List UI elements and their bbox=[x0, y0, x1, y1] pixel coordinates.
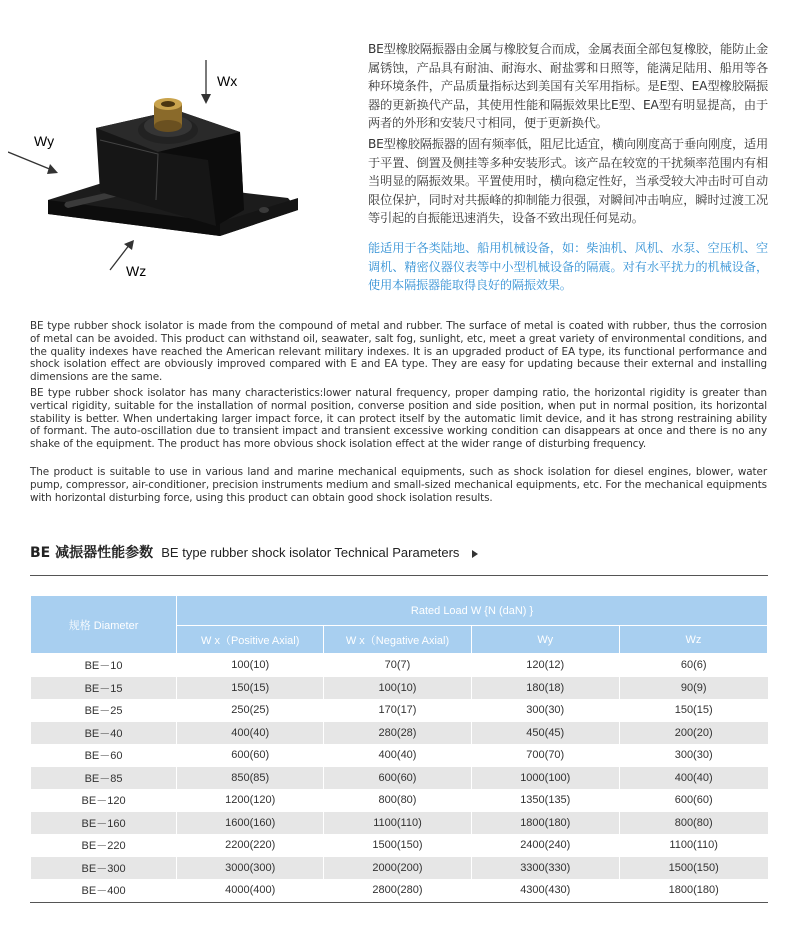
model-cell: BE－220 bbox=[31, 834, 177, 857]
wy-arrow-head bbox=[47, 164, 58, 174]
load-cell: 1800(180) bbox=[619, 879, 767, 902]
rated-load-header: Rated Load W {N (daN) } bbox=[177, 596, 768, 626]
wz-label: Wz bbox=[126, 263, 147, 279]
model-cell: BE－40 bbox=[31, 722, 177, 745]
load-cell: 700(70) bbox=[471, 744, 619, 767]
table-row bbox=[31, 744, 768, 767]
wz-arrow-head bbox=[124, 240, 134, 250]
load-cell: 2800(280) bbox=[324, 879, 471, 902]
load-cell: 120(12) bbox=[471, 654, 619, 677]
en-paragraph-2: BE type rubber shock isolator has many characteristics:lower natural frequency, proper damping ratio, the horizontal rigidity is greater than vertical rigidity, suitable for the installation of normal position, converse position and side position, when put in normal position, its horizontal stability is better. When undertaking larger impact force, it can protect itself by the automatic limit device, and it has strong restraining ability of formant. The auto-oscillation due to transient impact and transient excessive working condition can disappears at once and there is no any shake of the equipment. The product has more obvious shock isolation effect at the wider range of disturbing frequency. bbox=[30, 387, 767, 451]
cn-paragraph-1: BE型橡胶隔振器由金属与橡胶复合而成，金属表面全部包复橡胶，能防止金属锈蚀，产品具有耐油、耐海水、耐盐雾和日照等，能满足陆用、船用等各种环境条件，产品质量指标达到美国有关军用指标。是E型、EA型橡胶隔振器的更新换代产品，其使用性能和隔振效果比E型、EA型有明显提高，由于两者的外形和安装尺寸相同，便于更新换代。 bbox=[368, 42, 768, 130]
load-cell: 4000(400) bbox=[177, 879, 324, 902]
load-cell: 250(25) bbox=[177, 699, 324, 722]
load-cell: 2200(220) bbox=[177, 834, 324, 857]
model-cell: BE－160 bbox=[31, 812, 177, 835]
load-cell: 1350(135) bbox=[471, 789, 619, 812]
load-cell: 1200(120) bbox=[177, 789, 324, 812]
table-row bbox=[31, 699, 768, 722]
table-row bbox=[31, 789, 768, 812]
model-cell: BE－400 bbox=[31, 879, 177, 902]
wy-header: Wy bbox=[471, 626, 619, 654]
load-cell: 180(18) bbox=[471, 677, 619, 700]
model-cell: BE－85 bbox=[31, 767, 177, 790]
load-cell: 170(17) bbox=[324, 699, 471, 722]
model-cell: BE－60 bbox=[31, 744, 177, 767]
wy-arrow bbox=[8, 152, 52, 170]
load-cell: 1500(150) bbox=[619, 857, 767, 880]
load-cell: 800(80) bbox=[619, 812, 767, 835]
load-cell: 1100(110) bbox=[324, 812, 471, 835]
load-cell: 90(9) bbox=[619, 677, 767, 700]
table-row bbox=[31, 834, 768, 857]
section-title-en: BE type rubber shock isolator Technical Parameters bbox=[161, 545, 460, 560]
section-title-cn: BE 减振器性能参数 bbox=[30, 545, 154, 561]
load-cell: 3300(330) bbox=[471, 857, 619, 880]
load-cell: 150(15) bbox=[619, 699, 767, 722]
en-paragraph-1: BE type rubber shock isolator is made from the compound of metal and rubber. The surface of metal is coated with rubber, thus the corrosion of metal can be avoided. This product can withstand oil, seawater, salt fog, sunlight, etc, meet a great variety of environmental conditions, and the quality indexes have reached the American relevant military indexes. It is an upgraded product of EA type, its functional performance and shock isolation effect are obviously improved compared with E and EA type. They are easy for updating because their external and installing dimensions are the same. bbox=[30, 320, 767, 384]
load-cell: 300(30) bbox=[471, 699, 619, 722]
model-cell: BE－15 bbox=[31, 677, 177, 700]
wx-positive-header: W x（Positive Axial) bbox=[177, 626, 324, 654]
load-cell: 1000(100) bbox=[471, 767, 619, 790]
table-row bbox=[31, 767, 768, 790]
table-row bbox=[31, 722, 768, 745]
load-cell: 300(30) bbox=[619, 744, 767, 767]
triangle-right-icon bbox=[472, 550, 478, 558]
wx-arrow-head bbox=[201, 94, 211, 104]
table-row bbox=[31, 857, 768, 880]
load-cell: 600(60) bbox=[324, 767, 471, 790]
diameter-header: 规格 Diameter bbox=[31, 596, 177, 654]
section-divider bbox=[30, 575, 768, 576]
table-row bbox=[31, 879, 768, 902]
wz-header: Wz bbox=[619, 626, 767, 654]
load-cell: 400(40) bbox=[177, 722, 324, 745]
cn-paragraph-3: 能适用于各类陆地、船用机械设备，如：柴油机、风机、水泵、空压机、空调机、精密仪器仪表等中小型机械设备的隔震。对有水平扰力的机械设备，使用本隔振器能取得良好的隔振效果。 bbox=[368, 241, 768, 292]
load-cell: 800(80) bbox=[324, 789, 471, 812]
load-cell: 60(6) bbox=[619, 654, 767, 677]
en-paragraph-3: The product is suitable to use in various land and marine mechanical equipments, such as shock isolation for diesel engines, blower, water pump, compressor, air-conditioner, precision instruments medium and small-sized mechanical equipments, etc. For the mechanical equipments with horizontal disturbing force, using this product can obtain good shock isolation results. bbox=[30, 466, 767, 504]
load-cell: 600(60) bbox=[177, 744, 324, 767]
load-cell: 1100(110) bbox=[619, 834, 767, 857]
wx-label: Wx bbox=[217, 73, 238, 89]
load-cell: 70(7) bbox=[324, 654, 471, 677]
section-title bbox=[30, 542, 478, 562]
model-cell: BE－10 bbox=[31, 654, 177, 677]
load-cell: 3000(300) bbox=[177, 857, 324, 880]
load-cell: 1600(160) bbox=[177, 812, 324, 835]
table-row bbox=[31, 812, 768, 835]
model-cell: BE－25 bbox=[31, 699, 177, 722]
load-cell: 150(15) bbox=[177, 677, 324, 700]
load-cell: 2400(240) bbox=[471, 834, 619, 857]
technical-parameters-table bbox=[30, 595, 768, 903]
load-cell: 850(85) bbox=[177, 767, 324, 790]
table-row bbox=[31, 677, 768, 700]
load-cell: 200(20) bbox=[619, 722, 767, 745]
load-cell: 1500(150) bbox=[324, 834, 471, 857]
load-cell: 450(45) bbox=[471, 722, 619, 745]
table-body bbox=[31, 654, 768, 903]
shock-isolator-illustration bbox=[8, 60, 338, 290]
model-cell: BE－120 bbox=[31, 789, 177, 812]
load-cell: 4300(430) bbox=[471, 879, 619, 902]
table-row bbox=[31, 654, 768, 677]
load-cell: 100(10) bbox=[324, 677, 471, 700]
load-cell: 400(40) bbox=[619, 767, 767, 790]
load-cell: 100(10) bbox=[177, 654, 324, 677]
load-cell: 400(40) bbox=[324, 744, 471, 767]
wy-label: Wy bbox=[34, 133, 55, 149]
load-cell: 600(60) bbox=[619, 789, 767, 812]
isolator-body bbox=[48, 98, 298, 236]
wx-negative-header: W x（Negative Axial) bbox=[324, 626, 471, 654]
cn-paragraph-2: BE型橡胶隔振器的固有频率低，阻尼比适宜，横向刚度高于垂向刚度，适用于平置、倒置及侧挂等多种安装形式。该产品在较宽的干扰频率范围内有相当明显的隔振效果。平置使用时，横向稳定性好，当承受较大冲击时可自动限位保护，同时对共振峰的抑制能力很强，对瞬间冲击响应，瞬时过渡工况等引起的自振能迅速消失，设备不致出现任何晃动。 bbox=[368, 137, 768, 225]
load-cell: 2000(200) bbox=[324, 857, 471, 880]
load-cell: 280(28) bbox=[324, 722, 471, 745]
model-cell: BE－300 bbox=[31, 857, 177, 880]
load-cell: 1800(180) bbox=[471, 812, 619, 835]
